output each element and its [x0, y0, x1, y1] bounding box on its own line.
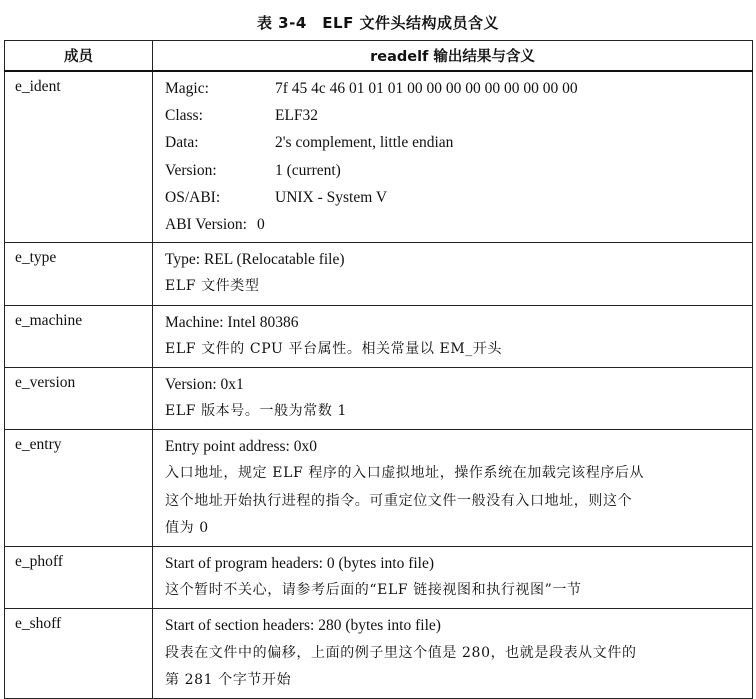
field-key: ABI Version: — [165, 215, 247, 233]
member-name: e_type — [5, 243, 153, 305]
field-key: Data: — [165, 134, 199, 152]
output-line: Start of section headers: 280 (bytes into file) — [165, 617, 441, 635]
description-line: 这个暂时不关心，请参考后面的“ELF 链接视图和执行视图”一节 — [165, 582, 582, 599]
description-line: 值为 0 — [165, 519, 209, 536]
output-line: Version: 0x1 — [165, 375, 244, 393]
field-value: 0 — [256, 215, 265, 233]
description-line: 这个地址开始执行进程的指令。可重定位文件一般没有入口地址，则这个 — [165, 492, 633, 509]
table-row — [5, 367, 753, 429]
field-value: 2's complement, little endian — [275, 134, 454, 152]
member-name: e_entry — [5, 430, 153, 547]
member-output — [153, 547, 753, 609]
field-key: Version: — [165, 161, 217, 179]
field-line — [165, 129, 748, 156]
field-line — [165, 102, 748, 129]
field-value: ELF32 — [275, 107, 319, 125]
field-line — [165, 211, 748, 238]
member-name: e_version — [5, 367, 153, 429]
table-row — [5, 305, 753, 367]
member-output — [153, 609, 753, 699]
table-header-row — [5, 41, 753, 72]
table-row — [5, 243, 753, 305]
table-row — [5, 71, 753, 243]
field-key: Class: — [165, 107, 203, 125]
field-key: OS/ABI: — [165, 188, 221, 206]
table-row — [5, 547, 753, 609]
output-line: Entry point address: 0x0 — [165, 438, 317, 456]
description-line: ELF 文件的 CPU 平台属性。相关常量以 EM_开头 — [165, 340, 503, 357]
member-output — [153, 305, 753, 367]
description-line: 第 281 个字节开始 — [165, 671, 292, 688]
description-line: ELF 版本号。一般为常数 1 — [165, 403, 348, 420]
output-line: Start of program headers: 0 (bytes into file) — [165, 555, 435, 572]
field-line — [165, 75, 748, 102]
header-member: 成员 — [5, 41, 153, 72]
member-output — [153, 367, 753, 429]
member-name: e_phoff — [5, 547, 153, 609]
member-output — [153, 430, 753, 547]
member-output — [153, 71, 753, 243]
output-line: Type: REL (Relocatable file) — [165, 251, 345, 269]
description-line: ELF 文件类型 — [165, 278, 260, 295]
field-line — [165, 157, 748, 184]
member-name: e_machine — [5, 305, 153, 367]
description-line: 段表在文件中的偏移，上面的例子里这个值是 280，也就是段表从文件的 — [165, 644, 637, 661]
description-line: 入口地址，规定 ELF 程序的入口虚拟地址，操作系统在加载完该程序后从 — [165, 465, 645, 482]
field-value: 7f 45 4c 46 01 01 01 00 00 00 00 00 00 00 00 00 — [275, 80, 578, 97]
member-output — [153, 243, 753, 305]
elf-header-table — [4, 40, 753, 699]
table-row — [5, 430, 753, 547]
table-caption: 表 3-4 ELF 文件头结构成员含义 — [256, 14, 500, 32]
member-name: e_ident — [5, 71, 153, 243]
field-value: UNIX - System V — [275, 188, 388, 206]
field-key: Magic: — [165, 80, 209, 97]
table-row — [5, 609, 753, 699]
field-value: 1 (current) — [275, 161, 341, 179]
output-line: Machine: Intel 80386 — [165, 313, 299, 331]
header-output: readelf 输出结果与含义 — [153, 41, 753, 72]
member-name: e_shoff — [5, 609, 153, 699]
field-line — [165, 184, 748, 211]
